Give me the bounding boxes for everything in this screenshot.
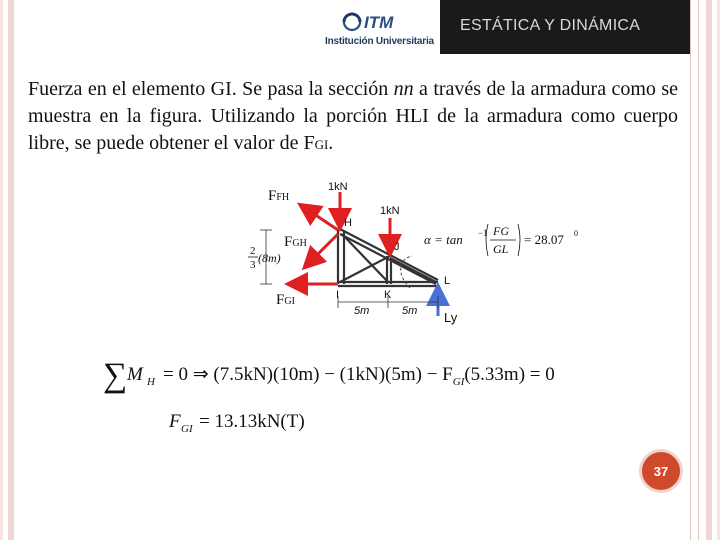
svg-text:GL: GL [493, 242, 509, 256]
node-j: J [394, 241, 400, 253]
span-label-2: 5m [402, 305, 418, 317]
slide-rule-right-2 [698, 0, 699, 540]
load-2-label: 1kN [380, 205, 400, 217]
height-frac-num: 2 [250, 245, 256, 257]
sum-symbol: ∑ [103, 357, 128, 394]
slide-border-left-outer [0, 0, 3, 540]
moment-subscript: H [147, 376, 155, 388]
course-title: ESTÁTICA Y DINÁMICA [460, 17, 641, 34]
svg-text:−1: −1 [478, 228, 488, 238]
node-k: K [384, 289, 392, 301]
body-paragraph [28, 76, 678, 158]
slide-border-left [8, 0, 14, 540]
moment-symbol: M [127, 364, 143, 385]
paragraph-subscript: GI [314, 137, 329, 152]
force-fh-arrow [302, 206, 338, 230]
result-equation: = 13.13kN(T) [199, 411, 305, 432]
slide-border-right [706, 0, 712, 540]
truss-members [338, 228, 438, 286]
alpha-formula [424, 224, 578, 256]
label-gi: FGI [276, 292, 295, 308]
force-gh-arrow [306, 234, 338, 266]
paragraph-end: . [328, 132, 334, 154]
page-number: 37 [653, 464, 669, 479]
span-label-1: 5m [354, 305, 370, 317]
label-fh: FFH [268, 188, 290, 204]
equations [95, 350, 635, 440]
height-frac-den: 3 [250, 259, 256, 271]
node-i: I [336, 289, 340, 301]
result-symbol: F [169, 411, 181, 432]
svg-text:= 28.07: = 28.07 [524, 232, 564, 247]
truss-diagram [240, 178, 600, 328]
height-label: (8m) [258, 251, 281, 265]
moment-equation: = 0 ⇒ $(7.5kN)(10m) - (1kN)(5m) - F_{GI}(5.33m) = 0$ [163, 364, 555, 388]
svg-text:0: 0 [574, 229, 578, 238]
load-1-label: 1kN [328, 181, 348, 193]
paragraph-text-2: a través de la armadura como se muestra en la figura. Utilizando la porción HLI de la armadura como cuerpo libre, se puede obtener el valor de F [28, 78, 678, 154]
paragraph-text-1: Fuerza en el elemento GI. Se pasa la sección [28, 78, 394, 100]
page-number-badge [639, 449, 683, 493]
svg-text:FG: FG [493, 224, 509, 238]
svg-text:ITM: ITM [364, 13, 394, 32]
paragraph-section-name: nn [393, 78, 414, 100]
itm-logo-mark [344, 13, 394, 32]
logo-caption: Institución Universitaria [325, 36, 434, 47]
slide-rule-right [690, 0, 691, 540]
label-gh: FGH [284, 234, 307, 250]
svg-text:α = tan: α = tan [424, 232, 463, 247]
node-h: H [344, 217, 352, 229]
result-subscript: GI [181, 423, 193, 435]
node-l: L [444, 275, 451, 287]
reaction-label: Ly [444, 310, 458, 325]
